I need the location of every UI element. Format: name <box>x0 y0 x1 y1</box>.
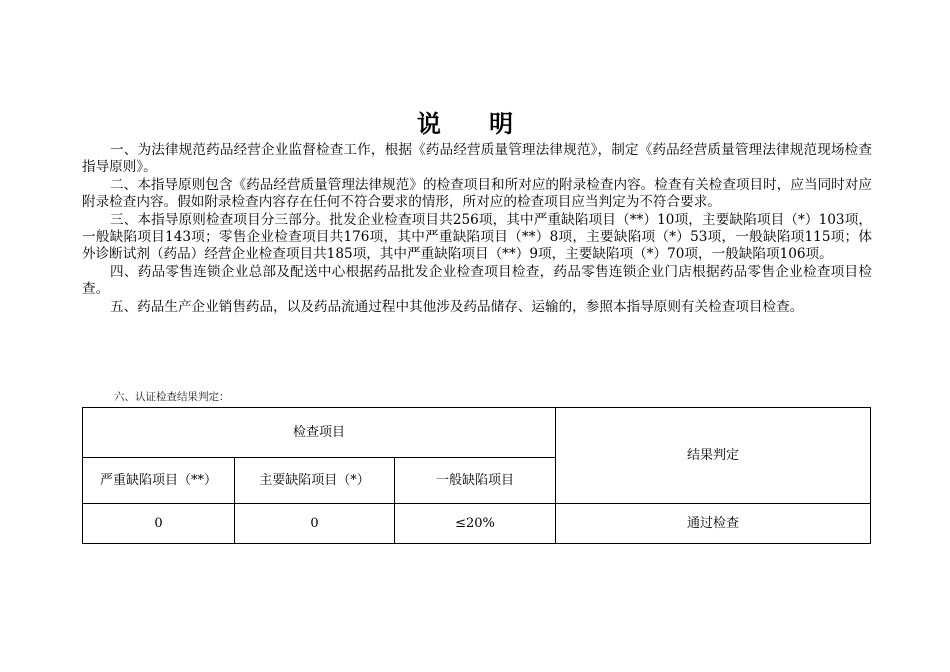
result-judgment-table <box>82 407 871 544</box>
table-header-row <box>83 408 871 458</box>
result-judgment-note: 六、认证检查结果判定： <box>114 391 230 403</box>
cell-result: 通过检查 <box>556 504 871 544</box>
header-inspection-items: 检查项目 <box>83 408 556 458</box>
cell-serious-count: 0 <box>83 504 235 544</box>
paragraph-2: 二、本指导原则包含《药品经营质量管理法律规范》的检查项目和所对应的附录检查内容。检查有关检查项目时，应当同时对应附录检查内容。假如附录检查内容存在任何不符合要求的情形，所对应的检查项目应当判定为不符合要求。 <box>82 176 872 211</box>
paragraph-5: 五、药品生产企业销售药品，以及药品流通过程中其他涉及药品储存、运输的，参照本指导原则有关检查项目检查。 <box>110 298 804 315</box>
paragraph-3: 三、本指导原则检查项目分三部分。批发企业检查项目共256项，其中严重缺陷项目（**）10项，主要缺陷项目（*）103项，一般缺陷项目143项；零售企业检查项目共176项，其中严重缺陷项目（**）8项，主要缺陷项（*）53项，一般缺陷项115项；体外诊断试剂（药品）经营企业检查项目共185项，其中严重缺陷项目（**）9项，主要缺陷项（*）70项，一般缺陷项106项。 <box>82 211 872 263</box>
header-general-defects: 一般缺陷项目 <box>395 458 556 504</box>
header-result: 结果判定 <box>556 408 871 504</box>
page-title: 说 明 <box>416 109 534 138</box>
cell-general-ratio: ≤20% <box>395 504 556 544</box>
cell-major-count: 0 <box>235 504 395 544</box>
paragraph-4: 四、药品零售连锁企业总部及配送中心根据药品批发企业检查项目检查，药品零售连锁企业门店根据药品零售企业检查项目检查。 <box>82 263 872 298</box>
paragraph-1: 一、为法律规范药品经营企业监督检查工作，根据《药品经营质量管理法律规范》，制定《药品经营质量管理法律规范现场检查指导原则》。 <box>82 142 872 176</box>
header-serious-defects: 严重缺陷项目（**） <box>83 458 235 504</box>
header-major-defects: 主要缺陷项目（*） <box>235 458 395 504</box>
table-row <box>83 504 871 544</box>
explanation-body <box>82 142 872 316</box>
